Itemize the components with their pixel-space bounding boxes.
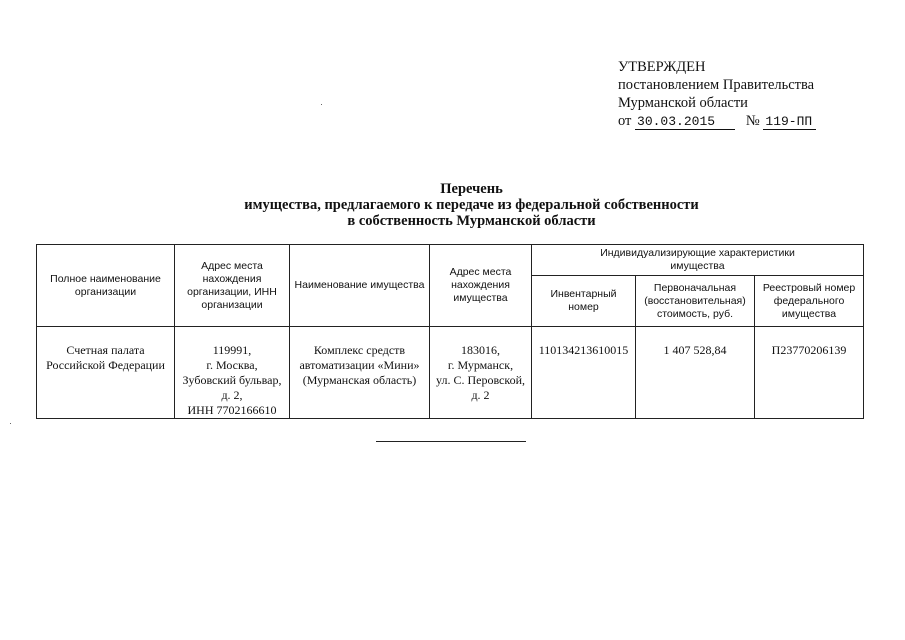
scan-speck [321,104,322,105]
cell-line: д. 2 [471,388,490,402]
title-line-3: в собственность Мурманской области [347,213,596,229]
header-org-name: Полное наименование организации [37,245,175,327]
cell-registry-number: П23770206139 [755,327,864,419]
cell-property-name [290,327,430,419]
header-characteristics-group: Индивидуализирующие характеристики имущества [532,245,864,276]
cell-inventory-number: 110134213610015 [532,327,636,419]
decree-number: 119-ПП [763,115,816,130]
cell-line: Комплекс средств [313,343,406,357]
cell-line: г. Мурманск, [447,358,514,372]
cell-initial-value: 1 407 528,84 [636,327,755,419]
cell-line: д. 2, [221,388,243,402]
title-line-1: Перечень [440,181,503,197]
approval-line-2: Мурманской области [618,95,748,111]
header-property-name: Наименование имущества [290,245,430,327]
approval-stamp [618,58,816,130]
cell-line: Российской Федерации [46,358,165,372]
date-prefix: от [618,113,632,129]
cell-org-address [175,327,290,419]
approval-heading: УТВЕРЖДЕН [618,59,706,75]
cell-line: Счетная палата [66,343,145,357]
property-table [36,244,864,419]
cell-line: автоматизации «Мини» [299,358,420,372]
decree-date: 30.03.2015 [635,115,735,130]
header-org-address: Адрес места нахождения организации, ИНН организации [175,245,290,327]
table-row [37,327,864,419]
approval-date-line [618,112,816,130]
cell-line: 119991, [212,343,252,357]
cell-line: ИНН 7702166610 [187,403,277,417]
header-property-address: Адрес места нахождения имущества [430,245,532,327]
cell-line: (Мурманская область) [302,373,417,387]
header-initial-value: Первоначальная (восстановительная) стоимость, руб. [636,276,755,327]
scan-speck [10,423,11,424]
cell-line: ул. С. Перовской, [435,373,526,387]
end-rule [376,441,526,442]
approval-line-1: постановлением Правительства [618,77,815,93]
number-prefix: № [745,113,760,129]
cell-line: г. Москва, [206,358,258,372]
title-line-2: имущества, предлагаемого к передаче из федеральной собственности [244,197,699,213]
header-inventory-number: Инвентарный номер [532,276,636,327]
document-title [0,181,905,229]
cell-property-address [430,327,532,419]
cell-line: Зубовский бульвар, [182,373,282,387]
header-registry-number: Реестровый номер федерального имущества [755,276,864,327]
cell-line: 183016, [461,343,500,357]
cell-org-name [37,327,175,419]
